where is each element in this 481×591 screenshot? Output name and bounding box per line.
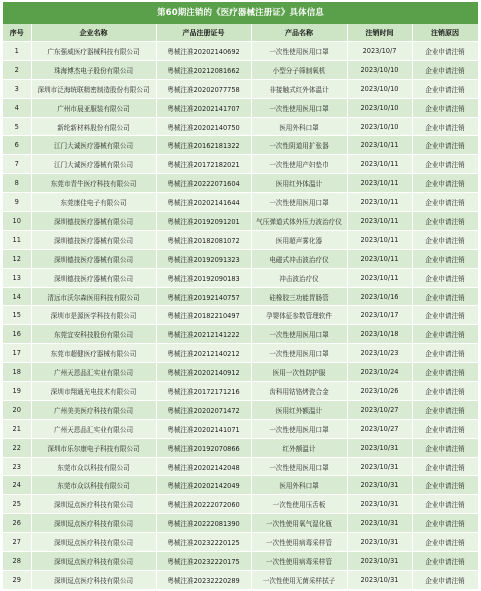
cell-index: 26 bbox=[3, 514, 31, 533]
cell-date: 2023/10/11 bbox=[347, 155, 412, 174]
cell-reason: 企业申请注销 bbox=[412, 212, 478, 231]
cell-product: 冲击波治疗仪 bbox=[251, 268, 347, 287]
cell-company: 深圳德技医疗器械有限公司 bbox=[31, 249, 156, 268]
cell-reason: 企业申请注销 bbox=[412, 98, 478, 117]
header-date: 注销时间 bbox=[347, 24, 412, 42]
cell-reason: 企业申请注销 bbox=[412, 249, 478, 268]
table-row bbox=[3, 79, 478, 98]
cell-date: 2023/10/31 bbox=[347, 495, 412, 514]
cell-company: 新纶新材料股份有限公司 bbox=[31, 117, 156, 136]
cell-company: 广州市晨亚服装有限公司 bbox=[31, 98, 156, 117]
cell-index: 17 bbox=[3, 344, 31, 363]
cell-company: 广东强威医疗器械科技有限公司 bbox=[31, 42, 156, 61]
cell-index: 5 bbox=[3, 117, 31, 136]
cell-date: 2023/10/11 bbox=[347, 249, 412, 268]
cell-reason: 企业申请注销 bbox=[412, 117, 478, 136]
cell-reg-number: 粤械注准20232220289 bbox=[156, 570, 251, 589]
cell-company: 深圳市是源医学科技有限公司 bbox=[31, 306, 156, 325]
cell-reason: 企业申请注销 bbox=[412, 174, 478, 193]
cell-company: 东莞市众以科技有限公司 bbox=[31, 457, 156, 476]
cell-date: 2023/10/11 bbox=[347, 193, 412, 212]
cell-date: 2023/10/10 bbox=[347, 60, 412, 79]
table-row bbox=[3, 495, 478, 514]
cell-reg-number: 粤械注准20202140750 bbox=[156, 117, 251, 136]
cell-date: 2023/10/11 bbox=[347, 230, 412, 249]
cell-date: 2023/10/31 bbox=[347, 514, 412, 533]
cell-index: 11 bbox=[3, 230, 31, 249]
cell-product: 一次性使用病毒采样管 bbox=[251, 533, 347, 552]
table-row bbox=[3, 193, 478, 212]
table-row bbox=[3, 457, 478, 476]
cell-reg-number: 粤械注准20182081072 bbox=[156, 230, 251, 249]
cell-reg-number: 粤械注准20202141644 bbox=[156, 193, 251, 212]
cell-product: 一次性使用医用口罩 bbox=[251, 98, 347, 117]
table-row bbox=[3, 306, 478, 325]
cell-company: 深圳逗点医疗科技有限公司 bbox=[31, 533, 156, 552]
cell-product: 气压弹道式体外压力波治疗仪 bbox=[251, 212, 347, 231]
cell-product: 一次性使用医用口罩 bbox=[251, 42, 347, 61]
cell-index: 2 bbox=[3, 60, 31, 79]
cell-index: 19 bbox=[3, 382, 31, 401]
cell-date: 2023/10/31 bbox=[347, 570, 412, 589]
table-row bbox=[3, 249, 478, 268]
cell-reg-number: 粤械注准20192091201 bbox=[156, 212, 251, 231]
cell-index: 4 bbox=[3, 98, 31, 117]
cell-product: 一次性使用医用口罩 bbox=[251, 419, 347, 438]
cell-company: 珠海博杰电子股份有限公司 bbox=[31, 60, 156, 79]
cell-reg-number: 粤械注准20222081390 bbox=[156, 514, 251, 533]
cell-date: 2023/10/11 bbox=[347, 212, 412, 231]
cell-product: 一次性使用氧气湿化瓶 bbox=[251, 514, 347, 533]
table-row bbox=[3, 268, 478, 287]
cell-index: 6 bbox=[3, 136, 31, 155]
cell-product: 一次性使用医用口罩 bbox=[251, 325, 347, 344]
cell-date: 2023/10/10 bbox=[347, 98, 412, 117]
cell-reg-number: 粤械注准20232220175 bbox=[156, 552, 251, 571]
cell-reason: 企业申请注销 bbox=[412, 193, 478, 212]
table-row bbox=[3, 60, 478, 79]
cell-reg-number: 粤械注准20172182021 bbox=[156, 155, 251, 174]
cell-date: 2023/10/31 bbox=[347, 476, 412, 495]
cell-reg-number: 粤械注准20212141222 bbox=[156, 325, 251, 344]
cell-reg-number: 粤械注准20202142048 bbox=[156, 457, 251, 476]
cell-reason: 企业申请注销 bbox=[412, 419, 478, 438]
header-product: 产品名称 bbox=[251, 24, 347, 42]
table-row bbox=[3, 419, 478, 438]
cell-company: 东莞宜安科技股份有限公司 bbox=[31, 325, 156, 344]
cell-reg-number: 粤械注准20222071604 bbox=[156, 174, 251, 193]
cell-company: 深圳德技医疗器械有限公司 bbox=[31, 268, 156, 287]
cell-company: 清远市沃尔森医用科技有限公司 bbox=[31, 287, 156, 306]
cell-reason: 企业申请注销 bbox=[412, 325, 478, 344]
cell-reg-number: 粤械注准20162181322 bbox=[156, 136, 251, 155]
cell-date: 2023/10/11 bbox=[347, 174, 412, 193]
cell-company: 深圳逗点医疗科技有限公司 bbox=[31, 495, 156, 514]
table-row bbox=[3, 363, 478, 382]
cell-date: 2023/10/17 bbox=[347, 306, 412, 325]
cell-index: 10 bbox=[3, 212, 31, 231]
cell-company: 江门大诚医疗器械有限公司 bbox=[31, 136, 156, 155]
cell-reason: 企业申请注销 bbox=[412, 457, 478, 476]
cell-reg-number: 粤械注准20182210497 bbox=[156, 306, 251, 325]
cell-date: 2023/10/10 bbox=[347, 117, 412, 136]
header-row bbox=[3, 24, 478, 42]
header-reg-number: 产品注册证号 bbox=[156, 24, 251, 42]
table-row bbox=[3, 438, 478, 457]
cell-reg-number: 粤械注准20192090183 bbox=[156, 268, 251, 287]
header-reason: 注销原因 bbox=[412, 24, 478, 42]
cell-reason: 企业申请注销 bbox=[412, 136, 478, 155]
cell-reg-number: 粤械注准20192140757 bbox=[156, 287, 251, 306]
cell-date: 2023/10/27 bbox=[347, 400, 412, 419]
cell-reason: 企业申请注销 bbox=[412, 230, 478, 249]
cell-date: 2023/10/31 bbox=[347, 438, 412, 457]
cell-date: 2023/10/11 bbox=[347, 268, 412, 287]
cell-reason: 企业申请注销 bbox=[412, 344, 478, 363]
table-row bbox=[3, 287, 478, 306]
table-row bbox=[3, 382, 478, 401]
table-body bbox=[3, 42, 478, 590]
cell-reg-number: 粤械注准20212081662 bbox=[156, 60, 251, 79]
cell-reg-number: 粤械注准20222072060 bbox=[156, 495, 251, 514]
table-row bbox=[3, 230, 478, 249]
cell-index: 21 bbox=[3, 419, 31, 438]
cell-product: 医用外科口罩 bbox=[251, 117, 347, 136]
cell-company: 深圳逗点医疗科技有限公司 bbox=[31, 514, 156, 533]
cell-product: 一次性阴道用扩张器 bbox=[251, 136, 347, 155]
cell-product: 一次性使用医用口罩 bbox=[251, 457, 347, 476]
cell-index: 22 bbox=[3, 438, 31, 457]
cell-company: 东莞市青牛医疗科技有限公司 bbox=[31, 174, 156, 193]
cell-reg-number: 粤械注准20202071472 bbox=[156, 400, 251, 419]
cell-reason: 企业申请注销 bbox=[412, 363, 478, 382]
cell-date: 2023/10/27 bbox=[347, 419, 412, 438]
table-title: 第60期注销的《医疗器械注册证》具体信息 bbox=[3, 2, 478, 24]
table-row bbox=[3, 98, 478, 117]
table-row bbox=[3, 570, 478, 589]
deregistration-table bbox=[3, 24, 479, 590]
cell-company: 江门大诚医疗器械有限公司 bbox=[31, 155, 156, 174]
cell-product: 医用红外额温计 bbox=[251, 400, 347, 419]
cell-index: 15 bbox=[3, 306, 31, 325]
cell-index: 3 bbox=[3, 79, 31, 98]
cell-reason: 企业申请注销 bbox=[412, 533, 478, 552]
cell-product: 一次性使用医用口罩 bbox=[251, 344, 347, 363]
cell-reason: 企业申请注销 bbox=[412, 42, 478, 61]
cell-product: 硅橡胶三功能胃肠管 bbox=[251, 287, 347, 306]
table-row bbox=[3, 42, 478, 61]
cell-reason: 企业申请注销 bbox=[412, 60, 478, 79]
cell-product: 医用外科口罩 bbox=[251, 476, 347, 495]
cell-index: 28 bbox=[3, 552, 31, 571]
table-row bbox=[3, 174, 478, 193]
cell-reg-number: 粤械注准20192070866 bbox=[156, 438, 251, 457]
cell-product: 一次性使用医用口罩 bbox=[251, 193, 347, 212]
cell-reg-number: 粤械注准20202141707 bbox=[156, 98, 251, 117]
cell-date: 2023/10/24 bbox=[347, 363, 412, 382]
cell-index: 7 bbox=[3, 155, 31, 174]
cell-reason: 企业申请注销 bbox=[412, 268, 478, 287]
header-index: 序号 bbox=[3, 24, 31, 42]
cell-product: 红外额温计 bbox=[251, 438, 347, 457]
cell-index: 27 bbox=[3, 533, 31, 552]
cell-reg-number: 粤械注准20192091323 bbox=[156, 249, 251, 268]
cell-reg-number: 粤械注准20202142049 bbox=[156, 476, 251, 495]
cell-index: 12 bbox=[3, 249, 31, 268]
cell-index: 20 bbox=[3, 400, 31, 419]
cell-index: 25 bbox=[3, 495, 31, 514]
cell-product: 医用一次性防护服 bbox=[251, 363, 347, 382]
cell-reg-number: 粤械注准20232220125 bbox=[156, 533, 251, 552]
cell-index: 14 bbox=[3, 287, 31, 306]
cell-index: 1 bbox=[3, 42, 31, 61]
header-company: 企业名称 bbox=[31, 24, 156, 42]
cell-company: 深圳逗点医疗科技有限公司 bbox=[31, 570, 156, 589]
table-row bbox=[3, 136, 478, 155]
cell-reason: 企业申请注销 bbox=[412, 287, 478, 306]
cell-company: 深圳市翔通光电技术有限公司 bbox=[31, 382, 156, 401]
cell-company: 东莞市超健医疗器械有限公司 bbox=[31, 344, 156, 363]
cell-company: 东莞市众以科技有限公司 bbox=[31, 476, 156, 495]
cell-company: 广州天恩品汇实业有限公司 bbox=[31, 419, 156, 438]
cell-reason: 企业申请注销 bbox=[412, 438, 478, 457]
table-row bbox=[3, 552, 478, 571]
cell-reason: 企业申请注销 bbox=[412, 476, 478, 495]
cell-index: 8 bbox=[3, 174, 31, 193]
cell-reason: 企业申请注销 bbox=[412, 552, 478, 571]
cell-date: 2023/10/7 bbox=[347, 42, 412, 61]
cell-product: 一次性使用压舌板 bbox=[251, 495, 347, 514]
table-row bbox=[3, 212, 478, 231]
cell-company: 深圳市泛海统联精密制造股份有限公司 bbox=[31, 79, 156, 98]
cell-company: 广州美美医疗科技有限公司 bbox=[31, 400, 156, 419]
cell-reg-number: 粤械注准20202077758 bbox=[156, 79, 251, 98]
cell-reason: 企业申请注销 bbox=[412, 155, 478, 174]
cell-product: 电磁式冲击波治疗仪 bbox=[251, 249, 347, 268]
cell-date: 2023/10/10 bbox=[347, 79, 412, 98]
cell-index: 13 bbox=[3, 268, 31, 287]
cell-index: 9 bbox=[3, 193, 31, 212]
cell-product: 非接触式红外体温计 bbox=[251, 79, 347, 98]
cell-product: 一次性使用无菌采样拭子 bbox=[251, 570, 347, 589]
cell-company: 广州天恩品汇实业有限公司 bbox=[31, 363, 156, 382]
cell-date: 2023/10/11 bbox=[347, 136, 412, 155]
cell-company: 深圳市乐尔康电子科技有限公司 bbox=[31, 438, 156, 457]
cell-reason: 企业申请注销 bbox=[412, 514, 478, 533]
cell-reason: 企业申请注销 bbox=[412, 79, 478, 98]
cell-date: 2023/10/31 bbox=[347, 552, 412, 571]
cell-product: 一次性使用产妇垫巾 bbox=[251, 155, 347, 174]
cell-date: 2023/10/31 bbox=[347, 533, 412, 552]
table-row bbox=[3, 476, 478, 495]
cell-reason: 企业申请注销 bbox=[412, 495, 478, 514]
cell-company: 深圳逗点医疗科技有限公司 bbox=[31, 552, 156, 571]
cell-index: 18 bbox=[3, 363, 31, 382]
cell-index: 29 bbox=[3, 570, 31, 589]
cell-reg-number: 粤械注准20202140692 bbox=[156, 42, 251, 61]
cell-company: 深圳德技医疗器械有限公司 bbox=[31, 212, 156, 231]
table-row bbox=[3, 344, 478, 363]
cell-reason: 企业申请注销 bbox=[412, 306, 478, 325]
cell-reg-number: 粤械注准20172171216 bbox=[156, 382, 251, 401]
cell-reason: 企业申请注销 bbox=[412, 570, 478, 589]
table-row bbox=[3, 514, 478, 533]
document bbox=[3, 2, 478, 590]
table-row bbox=[3, 325, 478, 344]
cell-reg-number: 粤械注准20202140912 bbox=[156, 363, 251, 382]
cell-product: 小型分子筛制氧机 bbox=[251, 60, 347, 79]
cell-company: 东莞康佳电子有限公司 bbox=[31, 193, 156, 212]
table-row bbox=[3, 117, 478, 136]
cell-index: 24 bbox=[3, 476, 31, 495]
cell-date: 2023/10/18 bbox=[347, 325, 412, 344]
table-row bbox=[3, 400, 478, 419]
cell-date: 2023/10/23 bbox=[347, 344, 412, 363]
cell-date: 2023/10/16 bbox=[347, 287, 412, 306]
cell-reason: 企业申请注销 bbox=[412, 382, 478, 401]
cell-reg-number: 粤械注准20212140212 bbox=[156, 344, 251, 363]
cell-reason: 企业申请注销 bbox=[412, 400, 478, 419]
cell-index: 23 bbox=[3, 457, 31, 476]
cell-company: 深圳德技医疗器械有限公司 bbox=[31, 230, 156, 249]
cell-date: 2023/10/26 bbox=[347, 382, 412, 401]
cell-product: 齿科用钴铬烤瓷合金 bbox=[251, 382, 347, 401]
cell-product: 孕婴体征参数管理软件 bbox=[251, 306, 347, 325]
cell-index: 16 bbox=[3, 325, 31, 344]
cell-product: 医用红外体温计 bbox=[251, 174, 347, 193]
table-row bbox=[3, 155, 478, 174]
cell-product: 一次性使用病毒采样管 bbox=[251, 552, 347, 571]
cell-product: 医用超声雾化器 bbox=[251, 230, 347, 249]
cell-reg-number: 粤械注准20202141071 bbox=[156, 419, 251, 438]
table-row bbox=[3, 533, 478, 552]
cell-date: 2023/10/31 bbox=[347, 457, 412, 476]
